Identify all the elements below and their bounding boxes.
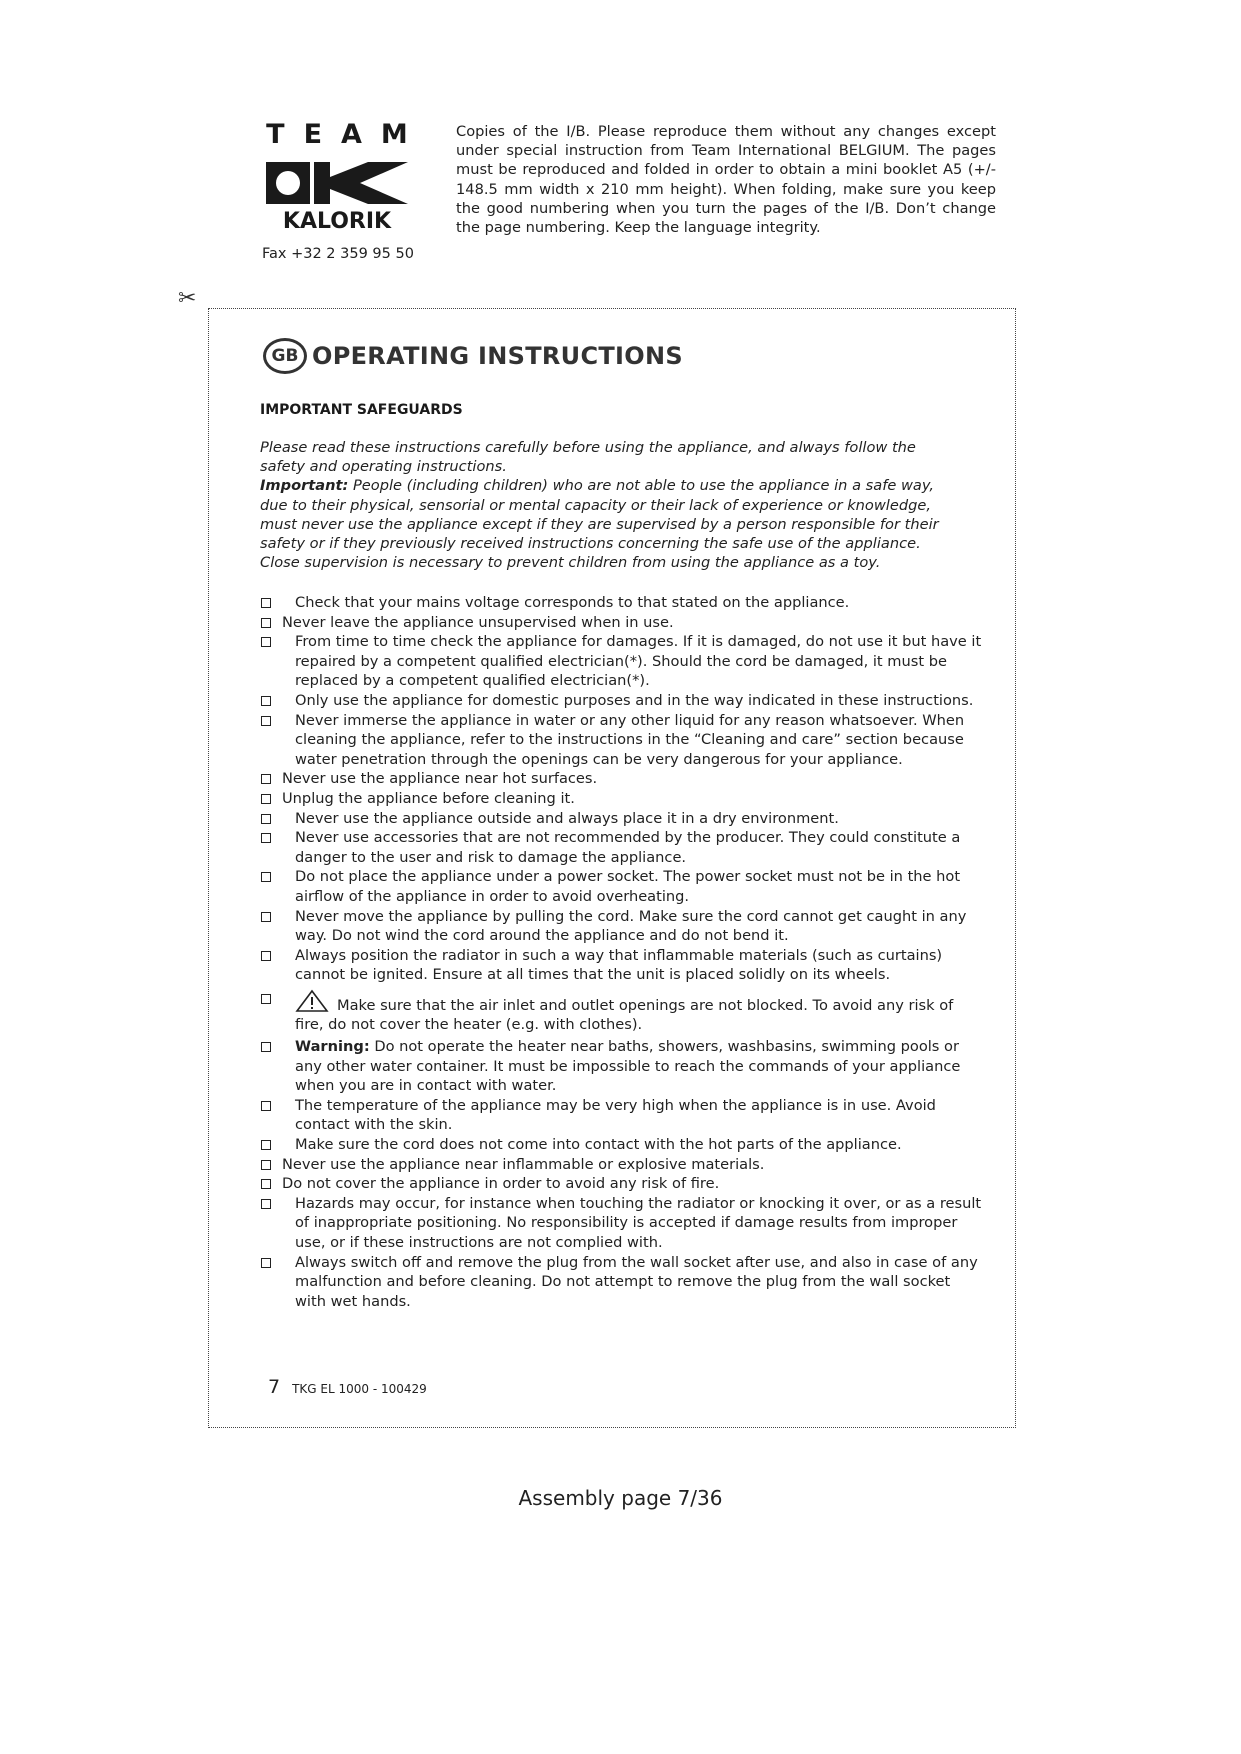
intro-text bbox=[260, 438, 960, 572]
list-item-text: Never use accessories that are not recommended by the producer. They could constitute a danger to the user and risk to damage the appliance. bbox=[295, 829, 961, 866]
list-item-text: Hazards may occur, for instance when touching the radiator or knocking it over, or as a result of inappropriate positioning. No responsibility is accepted if damage results from improper use, or if these instructions are not complied with. bbox=[295, 1194, 982, 1251]
list-item bbox=[260, 867, 985, 906]
list-item bbox=[260, 789, 985, 809]
list-item-text: Do not place the appliance under a power socket. The power socket must not be in the hot airflow of the appliance in order to avoid overheating. bbox=[295, 868, 961, 905]
list-item-text: Only use the appliance for domestic purposes and in the way indicated in these instructions. bbox=[295, 691, 974, 709]
operating-instructions-title bbox=[263, 338, 683, 374]
list-item-text: Do not cover the appliance in order to avoid any risk of fire. bbox=[282, 1175, 720, 1193]
section-title: OPERATING INSTRUCTIONS bbox=[312, 342, 683, 370]
list-item bbox=[260, 946, 985, 985]
checkbox-icon bbox=[261, 1160, 271, 1170]
checkbox-icon bbox=[261, 1199, 271, 1209]
checkbox-icon bbox=[261, 1258, 271, 1268]
list-item-text: Always position the radiator in such a way that inflammable materials (such as curtains) cannot be ignited. Ensure at all times that the unit is placed solidly on its wheels. bbox=[295, 946, 943, 984]
checkbox-icon bbox=[261, 994, 271, 1004]
fax-number: Fax +32 2 359 95 50 bbox=[262, 246, 414, 262]
assembly-page-label: Assembly page 7/36 bbox=[518, 1486, 723, 1510]
kalorik-k-logo-icon bbox=[264, 160, 410, 206]
list-item-text: The temperature of the appliance may be very high when the appliance is in use. Avoid contact with the skin. bbox=[295, 1096, 936, 1134]
list-item-text: Always switch off and remove the plug from the wall socket after use, and also in case of any malfunction and before cleaning. Do not attempt to remove the plug from the wall socket with wet hands. bbox=[295, 1253, 978, 1310]
safeguards-list bbox=[260, 593, 985, 1311]
list-item bbox=[260, 769, 985, 789]
checkbox-icon bbox=[261, 716, 271, 726]
list-item bbox=[260, 711, 985, 770]
list-item bbox=[260, 632, 985, 691]
list-item bbox=[260, 828, 985, 867]
warning-label: Warning: bbox=[295, 1038, 370, 1056]
checkbox-icon bbox=[261, 833, 271, 843]
checkbox-icon bbox=[261, 1101, 271, 1111]
warning-triangle-icon bbox=[295, 989, 329, 1013]
checkbox-icon bbox=[261, 814, 271, 824]
list-item bbox=[260, 989, 985, 1035]
checkbox-icon bbox=[261, 1042, 271, 1052]
list-item-text: Never leave the appliance unsupervised when in use. bbox=[282, 613, 674, 631]
scissors-icon: ✂ bbox=[178, 286, 197, 311]
page-number: 7 bbox=[268, 1376, 281, 1398]
checkbox-icon bbox=[261, 1140, 271, 1150]
important-paragraph bbox=[260, 476, 960, 572]
team-kalorik-logo bbox=[262, 119, 427, 234]
model-code: TKG EL 1000 - 100429 bbox=[292, 1382, 427, 1396]
intro-paragraph: Please read these instructions carefully before using the appliance, and always follow the safety and operating instructions. bbox=[260, 439, 916, 476]
list-item-text: Never immerse the appliance in water or any other liquid for any reason whatsoever. When cleaning the appliance, refer to the instructions in the “Cleaning and care” section because water penetration through the openings can be very dangerous for your appliance. bbox=[295, 711, 965, 768]
list-item-text: Unplug the appliance before cleaning it. bbox=[282, 789, 575, 807]
list-item-text: From time to time check the appliance for damages. If it is damaged, do not use it but have it repaired by a competent qualified electrician(*). Should the cord be damaged, it must be replaced by a competent qualified electrician(*). bbox=[295, 633, 982, 690]
list-item bbox=[260, 613, 985, 633]
list-item bbox=[260, 907, 985, 946]
list-item bbox=[260, 1194, 985, 1253]
checkbox-icon bbox=[261, 696, 271, 706]
list-item-text: Make sure that the air inlet and outlet openings are not blocked. To avoid any risk of fire, do not cover the heater (e.g. with clothes). bbox=[295, 996, 954, 1034]
checkbox-icon bbox=[261, 598, 271, 608]
important-label: Important: bbox=[260, 477, 349, 495]
reproduction-note: Copies of the I/B. Please reproduce them without any changes except under special instruction from Team International BELGIUM. The pages must be reproduced and folded in order to obtain a mini booklet A5 (+/- 148.5 mm width x 210 mm height). When folding, make sure you keep the good numbering when you turn the pages of the I/B. Don’t change the page numbering. Keep the language integrity. bbox=[456, 123, 996, 237]
list-item-text: Never move the appliance by pulling the cord. Make sure the cord cannot get caught in any way. Do not wind the cord around the appliance and do not bend it. bbox=[295, 907, 967, 945]
checkbox-icon bbox=[261, 951, 271, 961]
checkbox-icon bbox=[261, 774, 271, 784]
list-item bbox=[260, 1155, 985, 1175]
checkbox-icon bbox=[261, 637, 271, 647]
logo-team-text: TEAM bbox=[266, 119, 427, 150]
list-item bbox=[260, 1037, 985, 1096]
important-text: People (including children) who are not able to use the appliance in a safe way, due to their physical, sensorial or mental capacity or their lack of experience or knowledge, must never use the appliance except if they are supervised by a person responsible for their safety or if they previously received instructions concerning the safe use of the appliance. Close supervision is necessary to prevent children from using the appliance as a toy. bbox=[260, 477, 939, 572]
list-item bbox=[260, 1135, 985, 1155]
list-item-text: Make sure the cord does not come into contact with the hot parts of the appliance. bbox=[295, 1136, 902, 1154]
list-item bbox=[260, 1253, 985, 1312]
list-item-text: Never use the appliance near hot surfaces. bbox=[282, 770, 598, 788]
safeguards-heading: IMPORTANT SAFEGUARDS bbox=[260, 402, 463, 418]
checkbox-icon bbox=[261, 872, 271, 882]
checkbox-icon bbox=[261, 794, 271, 804]
booklet-footer bbox=[268, 1376, 427, 1398]
checkbox-icon bbox=[261, 1179, 271, 1189]
logo-kalorik-text: KALORIK bbox=[282, 209, 392, 234]
checkbox-icon bbox=[261, 912, 271, 922]
list-item-text: Do not operate the heater near baths, showers, washbasins, swimming pools or any other water container. It must be impossible to reach the commands of your appliance when you are in contact with water. bbox=[295, 1038, 961, 1095]
list-item-text: Never use the appliance near inflammable or explosive materials. bbox=[282, 1155, 765, 1173]
list-item-text: Never use the appliance outside and always place it in a dry environment. bbox=[295, 809, 839, 827]
gb-language-badge: GB bbox=[263, 338, 307, 374]
list-item bbox=[260, 809, 985, 829]
list-item bbox=[260, 691, 985, 711]
list-item-text: Check that your mains voltage corresponds to that stated on the appliance. bbox=[295, 594, 850, 611]
list-item bbox=[260, 1174, 985, 1194]
list-item bbox=[260, 1096, 985, 1135]
checkbox-icon bbox=[261, 618, 271, 628]
list-item bbox=[260, 593, 985, 613]
